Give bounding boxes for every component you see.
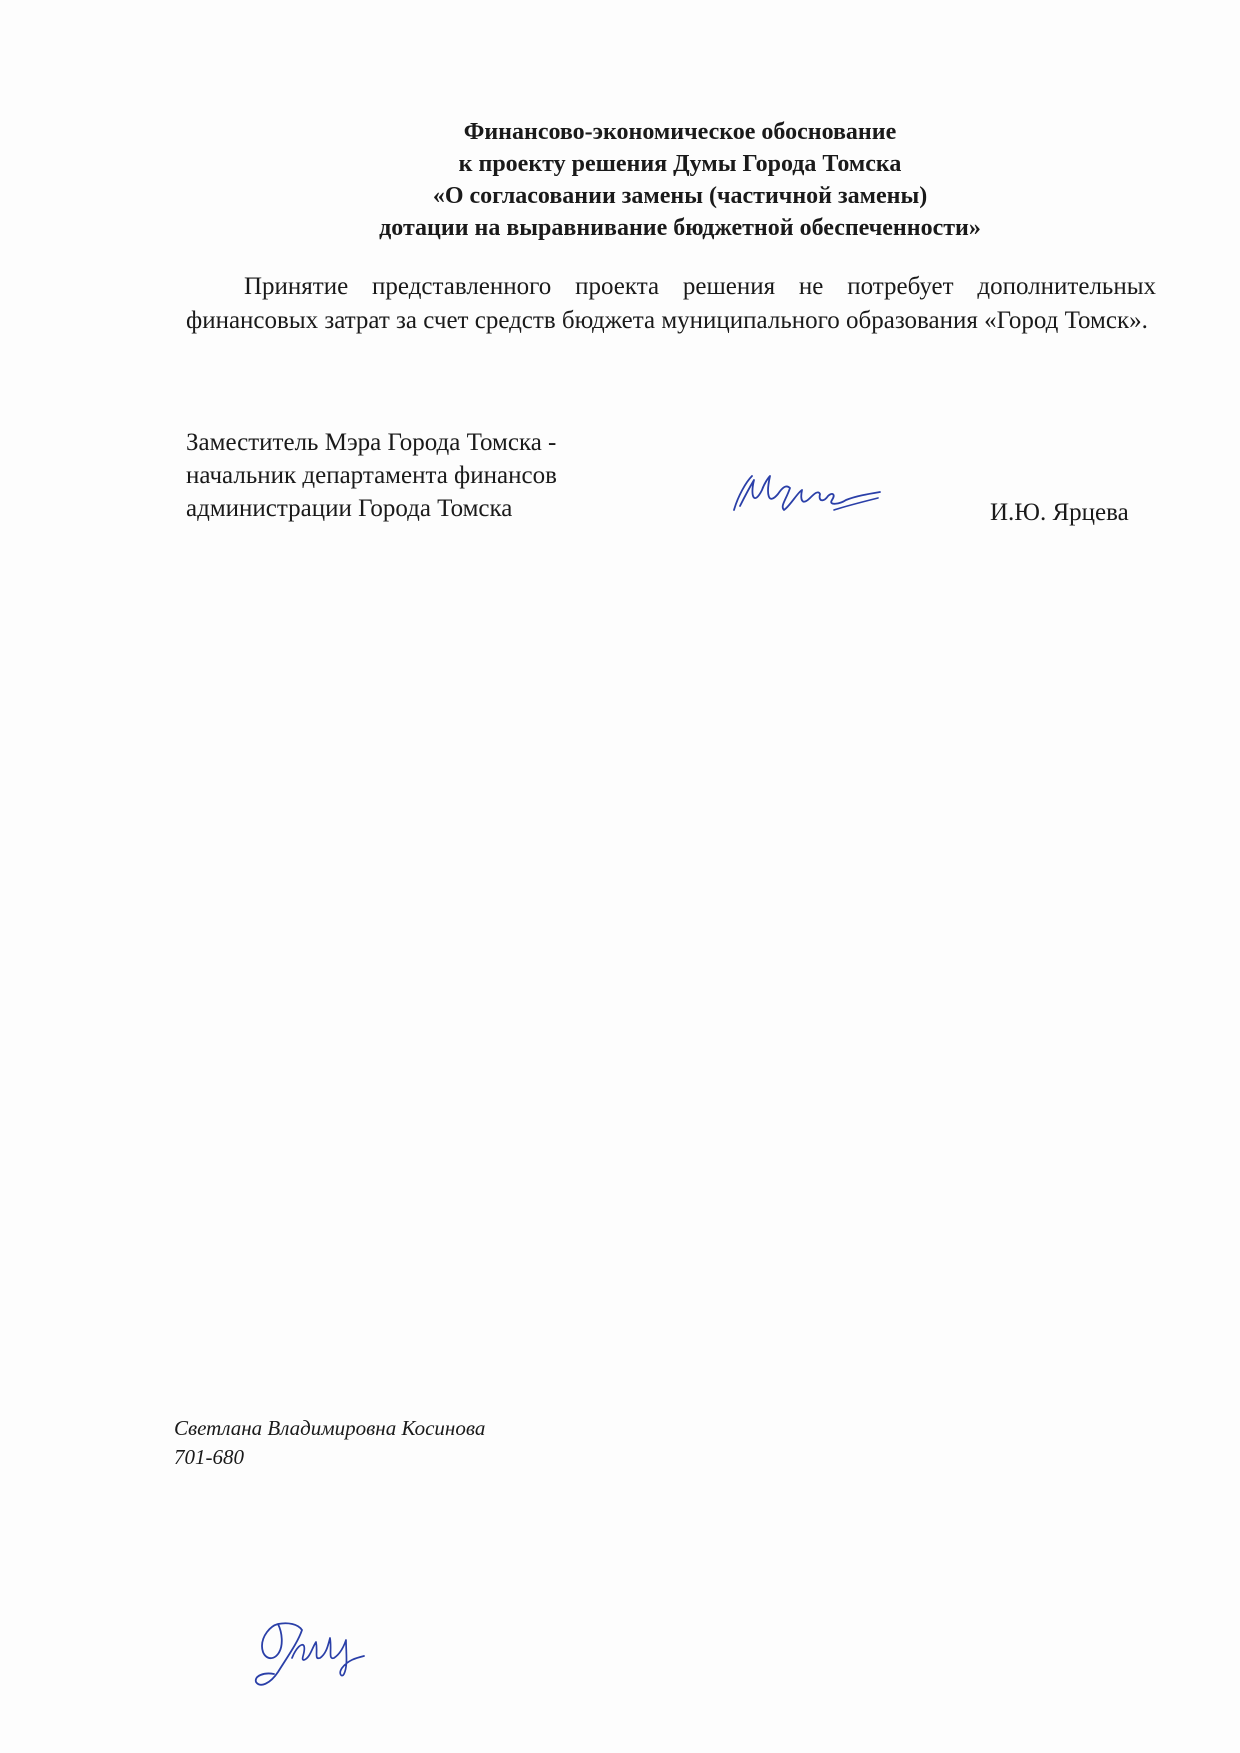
document-title xyxy=(300,116,1060,244)
title-line: к проекту решения Думы Города Томска xyxy=(458,151,902,177)
contact-name: Светлана Владимировна Косинова xyxy=(174,1416,486,1440)
contact-info xyxy=(174,1414,485,1472)
title-line: «О согласовании замены (частичной замены) xyxy=(432,183,928,209)
signer-position xyxy=(186,426,626,525)
signer-name: И.Ю. Ярцева xyxy=(990,499,1129,526)
signer-position-line: начальник департамента финансов xyxy=(186,462,557,489)
contact-phone: 701-680 xyxy=(174,1445,244,1469)
signer-position-line: Заместитель Мэра Города Томска - xyxy=(186,429,557,456)
title-line: дотации на выравнивание бюджетной обеспеченности» xyxy=(379,215,981,241)
body-paragraph: Принятие представленного проекта решения не потребует дополнительных финансовых затрат за счет средств бюджета муниципального образования «Город Томск». xyxy=(186,273,1156,334)
initials-signature-icon xyxy=(248,1612,368,1694)
signer-position-line: администрации Города Томска xyxy=(186,495,513,522)
title-line: Финансово-экономическое обоснование xyxy=(463,119,897,145)
signature-icon xyxy=(728,466,888,528)
